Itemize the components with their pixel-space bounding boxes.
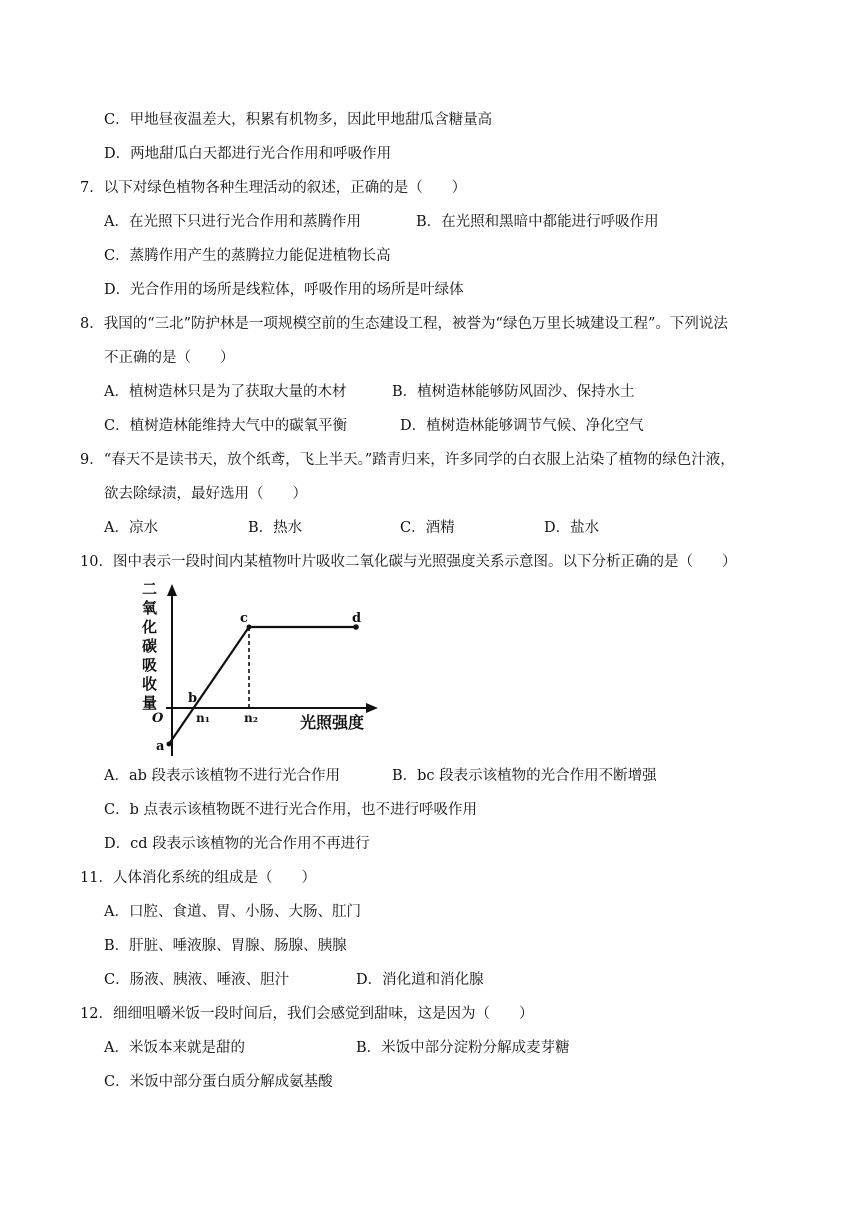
point-a-label: a <box>156 739 165 754</box>
y-axis-label-char: 化 <box>142 618 158 636</box>
q8-stem-line1: 8．我国的“三北”防护林是一项规模空前的生态建设工程，被誉为“绿色万里长城建设工程”。下列说法 <box>80 316 728 332</box>
point-a-marker <box>167 742 172 747</box>
q8-option-a: A．植树造林只是为了获取大量的木材 <box>104 384 347 400</box>
q6-option-d: D．两地甜瓜白天都进行光合作用和呼吸作用 <box>104 146 392 162</box>
q12-option-b: B．米饭中部分淀粉分解成麦芽糖 <box>356 1040 570 1056</box>
q11-option-b: B．肝脏、唾液腺、胃腺、肠腺、胰腺 <box>104 938 347 954</box>
y-axis-label-char: 碳 <box>142 637 158 655</box>
q7-option-a: A．在光照下只进行光合作用和蒸腾作用 <box>104 214 361 230</box>
q6-option-c: C．甲地昼夜温差大，积累有机物多，因此甲地甜瓜含糖量高 <box>104 112 493 128</box>
tick-n1-label: n₁ <box>196 711 210 725</box>
q8-option-b: B．植树造林能够防风固沙、保持水土 <box>392 384 635 400</box>
q11-stem: 11．人体消化系统的组成是（ ） <box>80 870 316 886</box>
q9-option-b: B．热水 <box>248 520 303 536</box>
q7-stem: 7．以下对绿色植物各种生理活动的叙述，正确的是（ ） <box>80 180 467 196</box>
q9-stem-line1: 9．“春天不是读书天，放个纸鸢，飞上半天。”踏青归来，许多同学的白衣服上沾染了植物的绿色汁液， <box>80 452 735 468</box>
q12-option-c: C．米饭中部分蛋白质分解成氨基酸 <box>104 1074 333 1090</box>
x-axis-arrow <box>366 703 378 713</box>
y-axis-label-char: 吸 <box>142 656 158 674</box>
q8-option-d: D．植树造林能够调节气候、净化空气 <box>400 418 644 434</box>
y-axis-label-char: 二 <box>142 580 158 598</box>
q12-stem: 12．细细咀嚼米饭一段时间后，我们会感觉到甜味，这是因为（ ） <box>80 1006 534 1022</box>
y-axis-label-char: 收 <box>142 675 158 693</box>
q10-option-d: D．cd 段表示该植物的光合作用不再进行 <box>104 836 370 852</box>
point-c-label: c <box>240 611 248 626</box>
x-axis-label: 光照强度 <box>300 713 365 732</box>
q8-stem-line2: 不正确的是（ ） <box>104 350 235 366</box>
q10-option-c: C．b 点表示该植物既不进行光合作用，也不进行呼吸作用 <box>104 802 477 818</box>
q12-option-a: A．米饭本来就是甜的 <box>104 1040 245 1056</box>
q11-option-d: D．消化道和消化腺 <box>356 972 484 988</box>
q7-option-d: D．光合作用的场所是线粒体，呼吸作用的场所是叶绿体 <box>104 282 464 298</box>
y-axis-label-char: 氧 <box>142 599 158 617</box>
q9-option-c: C．酒精 <box>400 520 455 536</box>
point-d-label: d <box>352 611 362 626</box>
y-axis-arrow <box>167 584 177 596</box>
y-axis-label-char: 量 <box>142 694 158 712</box>
tick-n2-label: n₂ <box>244 711 258 725</box>
co2-light-graph <box>140 578 390 760</box>
q10-option-a: A．ab 段表示该植物不进行光合作用 <box>104 768 341 784</box>
origin-label: O <box>152 711 164 726</box>
q9-stem-line2: 欲去除绿渍，最好选用（ ） <box>104 486 307 502</box>
q11-option-a: A．口腔、食道、胃、小肠、大肠、肛门 <box>104 904 361 920</box>
q9-option-d: D．盐水 <box>544 520 600 536</box>
q7-option-b: B．在光照和黑暗中都能进行呼吸作用 <box>416 214 659 230</box>
curve-ab-bc <box>169 627 249 744</box>
q10-stem: 10．图中表示一段时间内某植物叶片吸收二氧化碳与光照强度关系示意图。以下分析正确的是（ ） <box>80 554 737 570</box>
q9-option-a: A．凉水 <box>104 520 158 536</box>
point-b-label: b <box>188 691 198 706</box>
q8-option-c: C．植树造林能维持大气中的碳氧平衡 <box>104 418 348 434</box>
q10-option-b: B．bc 段表示该植物的光合作用不断增强 <box>392 768 657 784</box>
q7-option-c: C．蒸腾作用产生的蒸腾拉力能促进植物长高 <box>104 248 391 264</box>
q11-option-c: C．肠液、胰液、唾液、胆汁 <box>104 972 290 988</box>
